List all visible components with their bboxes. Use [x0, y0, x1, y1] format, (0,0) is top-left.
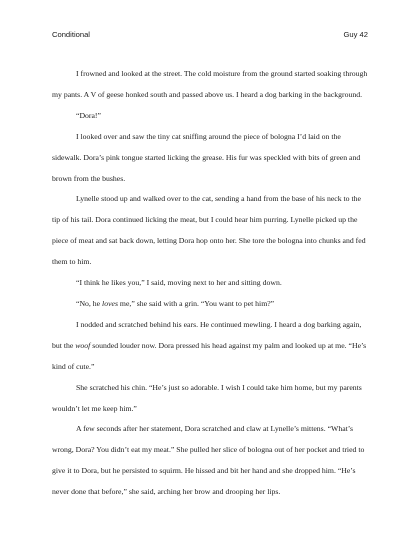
text-run: I looked over and saw the tiny cat sniffing around the piece of bologna I’d laid on the sidewalk. Dora’s pink tongue started licking the grease. His fur was speckled with bits of green and brown from the bushes.: [52, 131, 361, 183]
paragraph: [52, 294, 369, 315]
paragraph: [52, 315, 369, 378]
text-run: She scratched his chin. “He’s just so adorable. I wish I could take him home, but my parents wouldn’t let me keep him.”: [52, 382, 362, 413]
text-run: A few seconds after her statement, Dora scratched and claw at Lynelle’s mittens. “What’s wrong, Dora? You didn’t eat my meat.” She pulled her slice of bologna out of her pocket and tried to give it to Dora, but he persisted to squirm. He hissed and bit her hand and she dropped him. “He’s never done that before,” she said, arching her brow and drooping her lips.: [52, 424, 365, 497]
manuscript-body: [52, 64, 369, 503]
text-run: “Dora!”: [76, 110, 101, 120]
text-run: “No, he: [76, 298, 103, 308]
text-run: sounded louder now. Dora pressed his head against my palm and looked up at me. “He’s kind of cute.”: [52, 340, 367, 371]
paragraph: [52, 419, 369, 503]
paragraph: [52, 64, 369, 106]
paragraph: [52, 127, 369, 190]
paragraph: [52, 189, 369, 273]
text-run: “I think he likes you,” I said, moving next to her and sitting down.: [76, 278, 282, 288]
page-number: Guy 42: [343, 30, 368, 39]
emphasis-text: loves: [102, 298, 118, 308]
page-header: [52, 30, 368, 40]
text-run: Lynelle stood up and walked over to the cat, sending a hand from the base of his neck to the tip of his tail. Dora continued licking the meat, but I could hear him purring. Lynelle picked up the piece of meat and sat back down, letting Dora hop onto her. She tore the bologna into chunks and fed them to him.: [52, 194, 366, 267]
text-run: I nodded and scratched behind his ears. He continued mewling. I heard a dog barking again, but the: [52, 319, 362, 350]
text-run: me,” she said with a grin. “You want to pet him?”: [117, 298, 275, 308]
running-title: Conditional: [52, 30, 90, 39]
paragraph: [52, 378, 369, 420]
paragraph: [52, 106, 369, 127]
text-run: I frowned and looked at the street. The cold moisture from the ground started soaking through my pants. A V of geese honked south and passed above us. I heard a dog barking in the background.: [52, 69, 368, 99]
emphasis-text: woof: [75, 340, 91, 350]
paragraph: [52, 273, 369, 294]
